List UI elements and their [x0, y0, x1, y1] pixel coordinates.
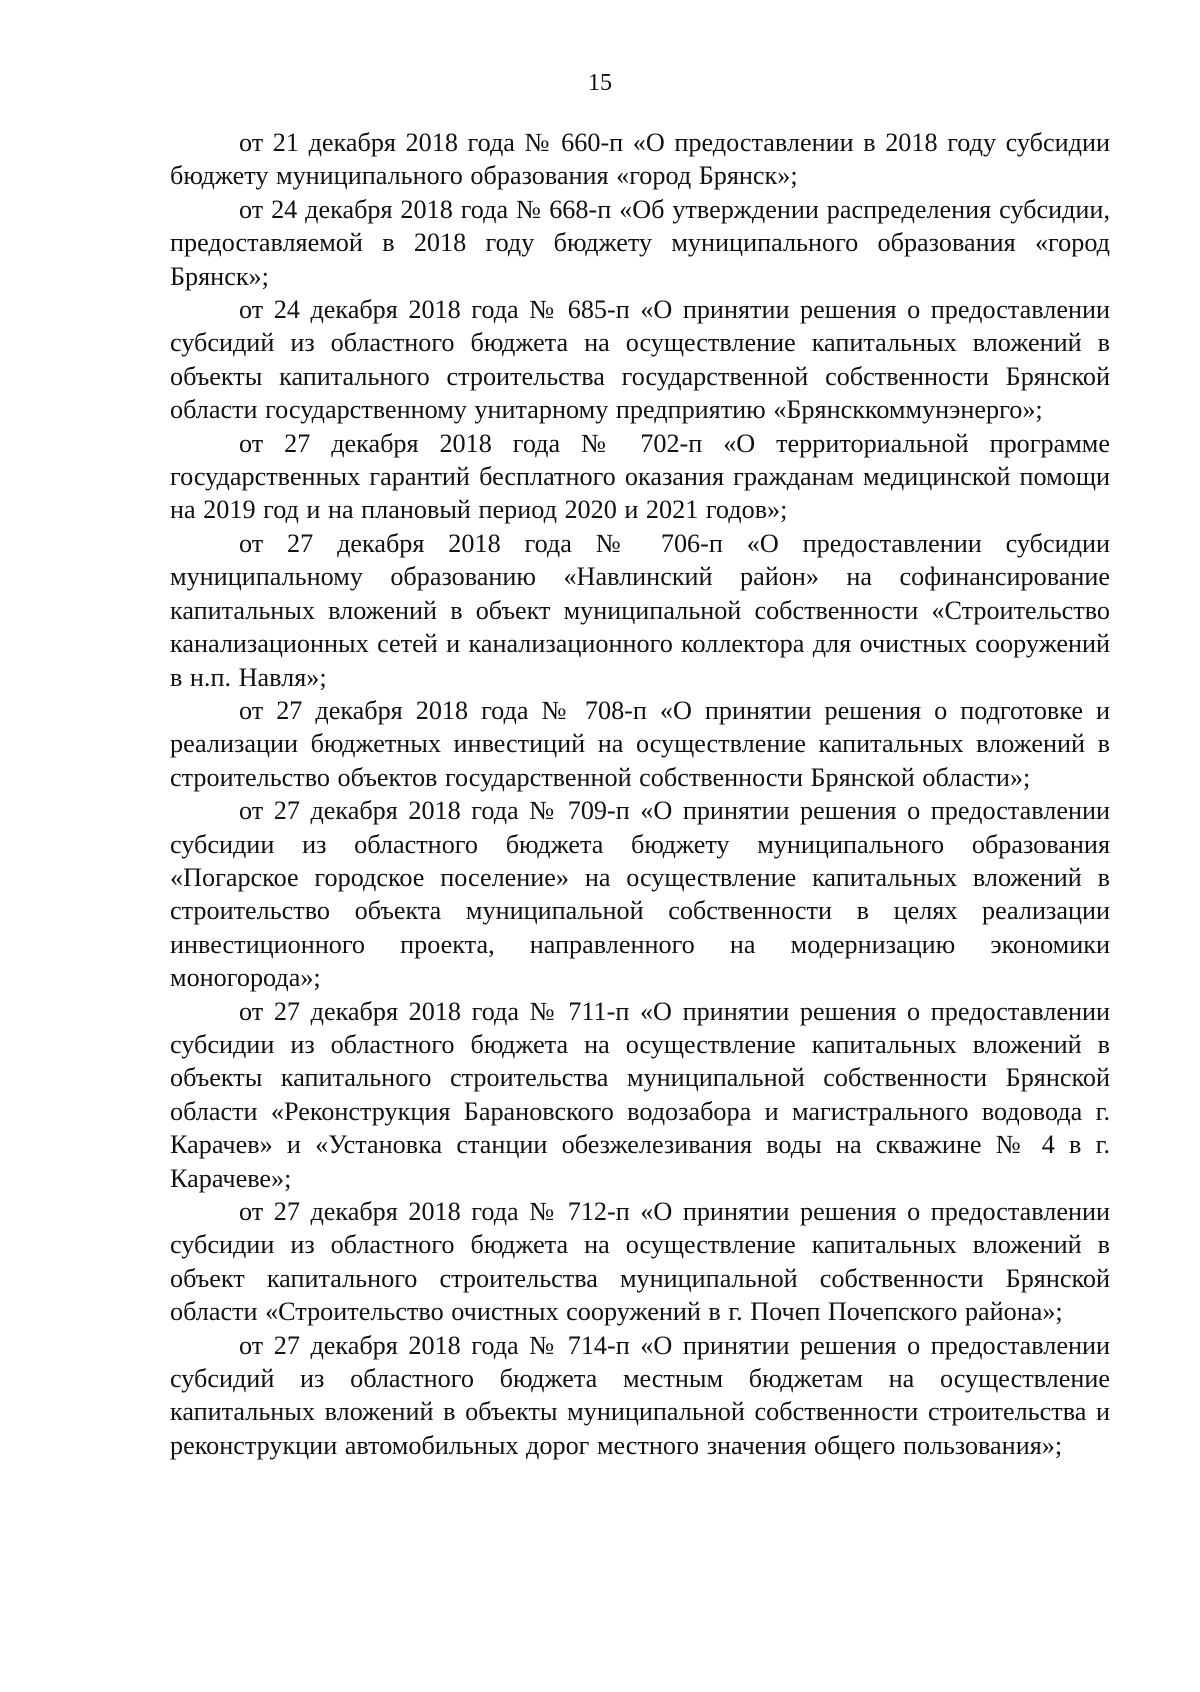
decree-paragraph-702: от 27 декабря 2018 года № 702-п «О территориальной программе государственных гарантий бесплатного оказания гражданам медицинской помощи на 2019 год и на плановый период 2020 и 2021 годов»;	[170, 428, 1110, 525]
document-body	[170, 126, 1110, 1462]
decree-paragraph-711: от 27 декабря 2018 года № 711-п «О принятии решения о предоставлении субсидии из областного бюджета на осуществление капитальных вложений в объекты капитального строительства муниципальной собственности Брянской области «Реконструкция Барановского водозабора и магистрального водовода г. Карачев» и «Установка станции обезжелезивания воды на скважине № 4 в г. Карачеве»;	[170, 996, 1110, 1193]
decree-paragraph-709: от 27 декабря 2018 года № 709-п «О принятии решения о предоставлении субсидии из областного бюджета бюджету муниципального образования «Погарское городское поселение» на осуществление капитальных вложений в строительство объекта муниципальной собственности в целях реализации инвестиционного проекта, направленного на модернизацию экономики моногорода»;	[170, 796, 1110, 993]
decree-paragraph-685: от 24 декабря 2018 года № 685-п «О принятии решения о предоставлении субсидий из областного бюджета на осуществление капитальных вложений в объекты капитального строительства государственной собственности Брянской области государственному унитарному предприятию «Брянсккоммунэнерго»;	[170, 295, 1110, 425]
decree-paragraph-660: от 21 декабря 2018 года № 660-п «О предоставлении в 2018 году субсидии бюджету муниципального образования «город Брянск»;	[170, 128, 1110, 191]
decree-paragraph-712: от 27 декабря 2018 года № 712-п «О принятии решения о предоставлении субсидии из областного бюджета на осуществление капитальных вложений в объект капитального строительства муниципальной собственности Брянской области «Строительство очистных сооружений в г. Почеп Почепского района»;	[170, 1197, 1110, 1327]
decree-paragraph-708: от 27 декабря 2018 года № 708-п «О принятии решения о подготовке и реализации бюджетных инвестиций на осуществление капитальных вложений в строительство объектов государственной собственности Брянской области»;	[170, 695, 1110, 792]
decree-paragraph-714: от 27 декабря 2018 года № 714-п «О принятии решения о предоставлении субсидий из областного бюджета местным бюджетам на осуществление капитальных вложений в объекты муниципальной собственности строительства и реконструкции автомобильных дорог местного значения общего пользования»;	[170, 1330, 1110, 1460]
decree-paragraph-706: от 27 декабря 2018 года № 706-п «О предоставлении субсидии муниципальному образованию «Навлинский район» на софинансирование капитальных вложений в объект муниципальной собственности «Строительство канализационных сетей и канализационного коллектора для очистных сооружений в н.п. Навля»;	[170, 528, 1110, 692]
decree-paragraph-668: от 24 декабря 2018 года № 668-п «Об утверждении распределения субсидии, предоставляемой в 2018 году бюджету муниципального образования «город Брянск»;	[170, 194, 1110, 291]
page-number: 15	[588, 70, 612, 96]
